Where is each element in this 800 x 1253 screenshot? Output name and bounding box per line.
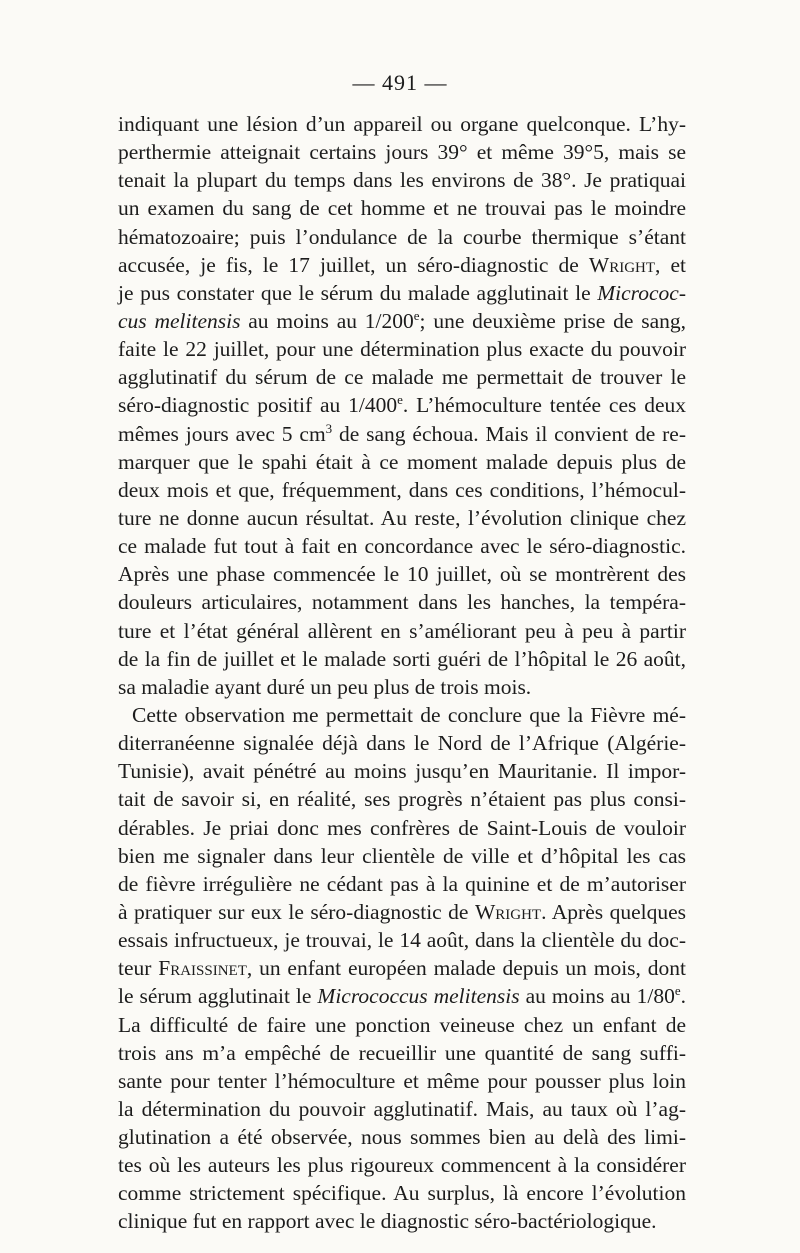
- paragraph: [118, 701, 686, 1236]
- text-segment: indiquant une lésion d’un appareil ou organe quelconque. L’hy-: [118, 112, 686, 136]
- body-text: [118, 110, 686, 1236]
- text-segment: diterranéenne signalée déjà dans le Nord de l’Afrique (Algérie-: [118, 731, 686, 756]
- text-segment: faite le 22 juillet, pour une détermination plus exacte du pouvoir: [118, 337, 686, 362]
- text-line: [118, 1067, 686, 1095]
- text-line: [118, 1011, 686, 1039]
- small-caps-name: Wright: [588, 252, 656, 277]
- text-segment: . Après quelques: [541, 899, 687, 924]
- text-line: [118, 307, 686, 335]
- text-segment: tenait la plupart du temps dans les environs de 38°. Je pratiquai: [118, 168, 686, 193]
- text-segment: un examen du sang de cet homme et ne trouvai pas le moindre: [118, 196, 686, 221]
- text-segment: essais infructueux, je trouvai, le 14 août, dans la clientèle du doc-: [118, 928, 686, 953]
- text-segment: clinique fut en rapport avec le diagnostic séro-bactériologique.: [118, 1209, 657, 1234]
- text-line: [118, 335, 686, 363]
- text-line: [118, 363, 686, 391]
- text-segment: glutination a été observée, nous sommes bien au delà des limi-: [118, 1125, 686, 1150]
- text-line: [118, 560, 686, 588]
- italic-text: cus melitensis: [118, 308, 241, 333]
- text-line: [118, 110, 686, 138]
- text-segment: deux mois et que, fréquemment, dans ces conditions, l’hémocul-: [118, 477, 686, 502]
- small-caps-name: Fraissinet: [158, 956, 247, 981]
- text-line: [118, 1151, 686, 1179]
- text-segment: à pratiquer sur eux le séro-diagnostic de: [118, 899, 475, 924]
- text-line: [118, 954, 686, 982]
- text-segment: la détermination du pouvoir agglutinatif. Mais, au taux où l’ag-: [118, 1096, 686, 1121]
- text-segment: . L’hémoculture tentée ces deux: [402, 393, 686, 418]
- text-segment: au moins au 1/80: [519, 984, 675, 1009]
- text-segment: mêmes jours avec 5 cm: [118, 421, 326, 446]
- italic-text: Micrococcus melitensis: [317, 984, 520, 1009]
- text-segment: , et: [655, 252, 686, 277]
- text-segment: Tunisie), avait pénétré au moins jusqu’en Mauritanie. Il impor-: [118, 759, 686, 784]
- text-segment: .: [680, 984, 687, 1009]
- text-segment: de la fin de juillet et le malade sorti guéri de l’hôpital le 26 août,: [118, 646, 686, 671]
- text-line: [118, 1123, 686, 1151]
- text-segment: tait de savoir si, en réalité, ses progrès n’étaient pas plus consi-: [118, 787, 686, 812]
- text-segment: sante pour tenter l’hémoculture et même pour pousser plus loin: [118, 1068, 686, 1093]
- superscript: e: [413, 307, 420, 323]
- text-segment: séro-diagnostic positif au 1/400: [118, 393, 398, 418]
- text-line: [118, 757, 686, 785]
- text-segment: de fièvre irrégulière ne cédant pas à la quinine et de m’autoriser: [118, 871, 686, 896]
- text-segment: douleurs articulaires, notamment dans les hanches, la tempéra-: [118, 590, 686, 615]
- text-segment: le sérum agglutinait le: [118, 984, 318, 1009]
- text-line: [118, 645, 686, 673]
- text-segment: trois ans m’a empêché de recueillir une quantité de sang suffi-: [118, 1040, 686, 1065]
- text-segment: agglutinatif du sérum de ce malade me permettait de trouver le: [118, 365, 686, 390]
- text-line: [118, 420, 686, 448]
- text-line: [118, 701, 686, 729]
- text-line: [118, 1179, 686, 1207]
- text-line: [118, 617, 686, 645]
- text-line: [118, 138, 686, 166]
- text-line: [118, 926, 686, 954]
- text-segment: de sang échoua. Mais il convient de re-: [332, 421, 687, 446]
- text-segment: je pus constater que le sérum du malade agglutinait le: [118, 280, 598, 305]
- page-number: — 491 —: [352, 70, 448, 95]
- text-segment: , un enfant européen malade depuis un mois, dont: [246, 956, 686, 981]
- text-segment: au moins au 1/200: [240, 308, 414, 333]
- text-line: [118, 1207, 686, 1235]
- text-segment: marquer que le spahi était à ce moment malade depuis plus de: [118, 449, 686, 474]
- text-line: [118, 1039, 686, 1067]
- text-line: [118, 279, 686, 307]
- text-segment: dérables. Je priai donc mes confrères de Saint-Louis de vouloir: [118, 815, 686, 840]
- text-line: [118, 476, 686, 504]
- text-segment: Après une phase commencée le 10 juillet, où se montrèrent des: [118, 562, 686, 587]
- text-line: [118, 1095, 686, 1123]
- text-line: [118, 814, 686, 842]
- text-segment: Cette observation me permettait de conclure que la Fièvre mé-: [132, 702, 686, 727]
- text-segment: comme strictement spécifique. Au surplus, là encore l’évolution: [118, 1181, 686, 1206]
- text-line: [118, 870, 686, 898]
- text-segment: accusée, je fis, le 17 juillet, un séro-diagnostic de: [118, 252, 589, 277]
- text-line: [118, 898, 686, 926]
- text-segment: ture ne donne aucun résultat. Au reste, l’évolution clinique chez: [118, 505, 686, 530]
- superscript: 3: [325, 420, 333, 436]
- paragraph: [118, 110, 686, 701]
- text-line: [118, 842, 686, 870]
- text-line: [118, 982, 686, 1010]
- superscript: e: [674, 983, 681, 999]
- text-line: [118, 785, 686, 813]
- text-segment: ; une deuxième prise de sang,: [419, 308, 686, 333]
- small-caps-name: Wright: [474, 899, 542, 924]
- text-segment: ce malade fut tout à fait en concordance avec le séro-diagnostic.: [118, 534, 686, 559]
- text-segment: ture et l’état général allèrent en s’améliorant peu à peu à partir: [118, 618, 686, 643]
- text-line: [118, 448, 686, 476]
- text-segment: sa maladie ayant duré un peu plus de trois mois.: [118, 674, 532, 699]
- text-line: [118, 532, 686, 560]
- text-segment: teur: [118, 956, 159, 981]
- superscript: e: [397, 392, 403, 408]
- text-line: [118, 729, 686, 757]
- text-segment: bien me signaler dans leur clientèle de ville et d’hôpital les cas: [118, 843, 686, 868]
- text-segment: tes où les auteurs les plus rigoureux commencent à la considérer: [118, 1153, 686, 1178]
- text-line: [118, 504, 686, 532]
- italic-text: Micrococ-: [597, 280, 686, 305]
- text-line: [118, 223, 686, 251]
- text-line: [118, 588, 686, 616]
- text-segment: hématozoaire; puis l’ondulance de la courbe thermique s’étant: [118, 224, 686, 249]
- text-line: [118, 673, 686, 701]
- text-segment: perthermie atteignait certains jours 39° et même 39°5, mais se: [118, 140, 686, 165]
- text-line: [118, 251, 686, 279]
- text-line: [118, 391, 686, 419]
- text-segment: La difficulté de faire une ponction veineuse chez un enfant de: [118, 1012, 686, 1037]
- text-line: [118, 166, 686, 194]
- text-line: [118, 194, 686, 222]
